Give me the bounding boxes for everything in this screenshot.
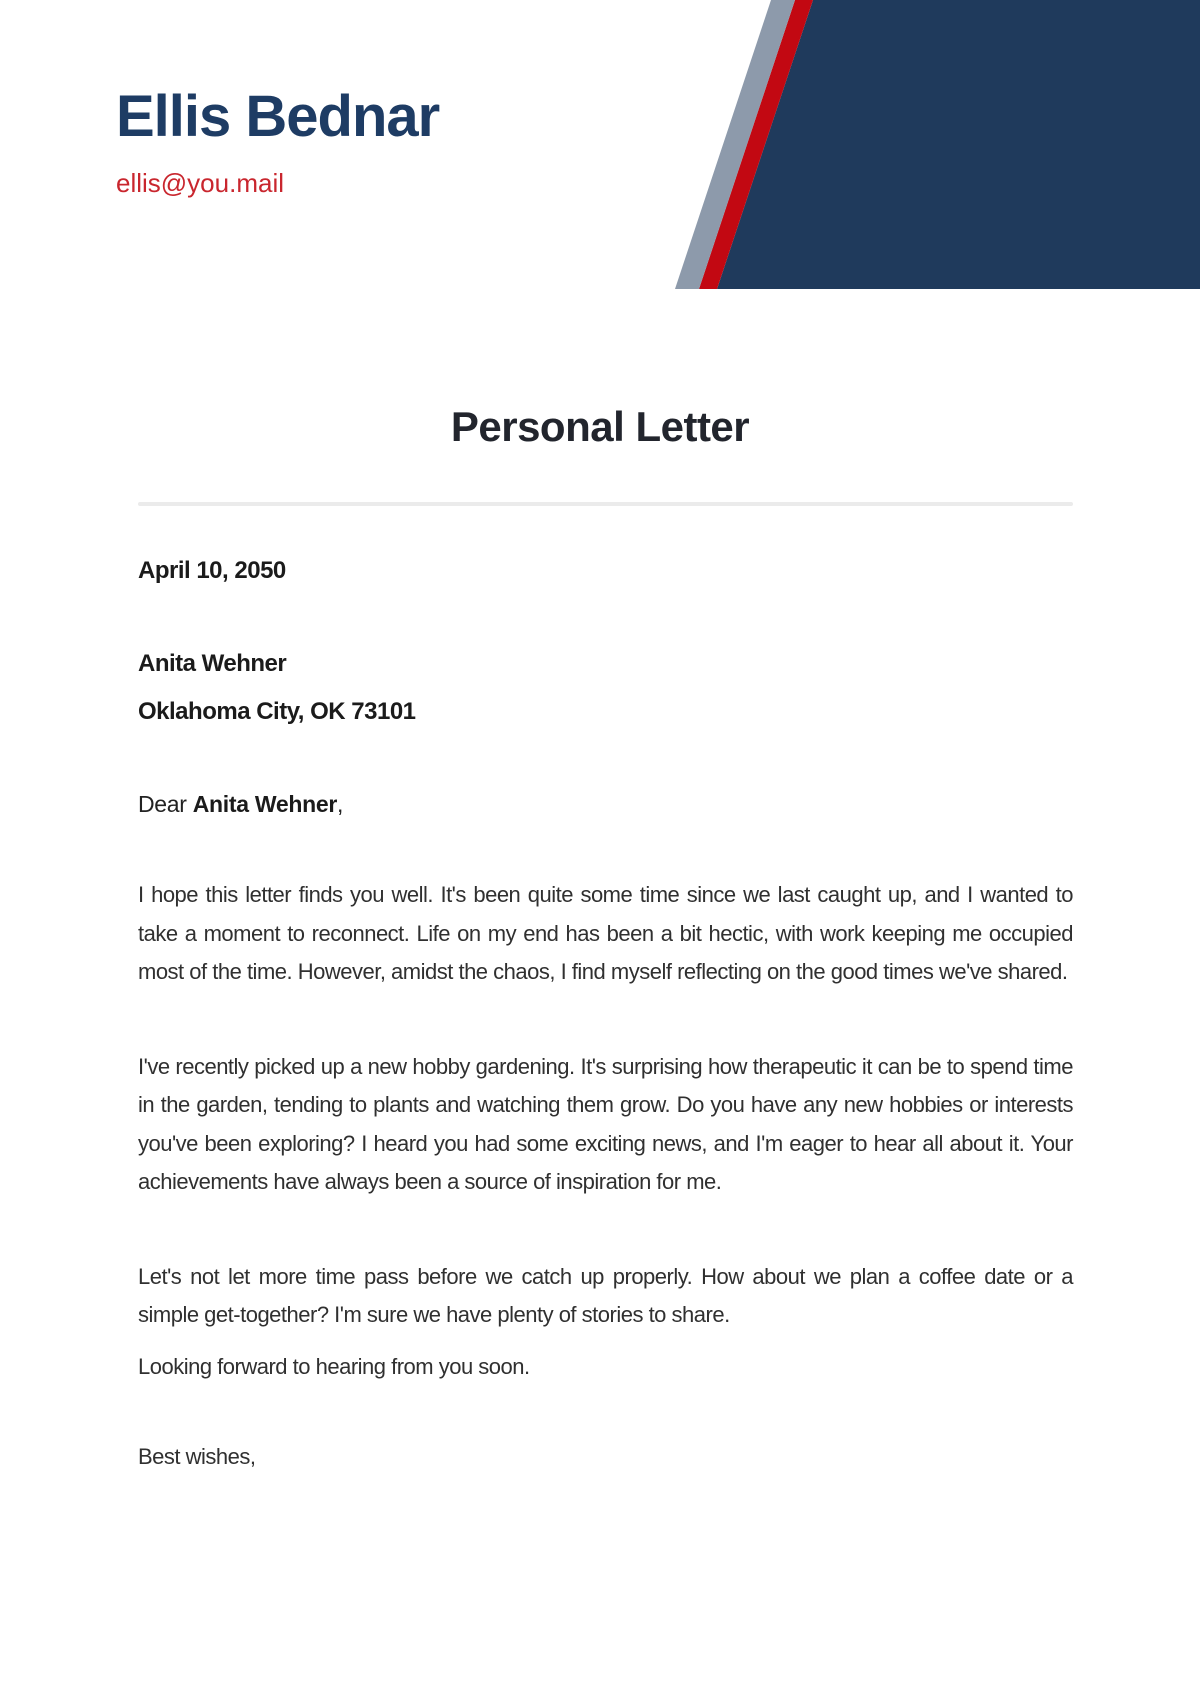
salutation-suffix: , [336, 791, 344, 817]
salutation [138, 786, 1073, 822]
letter-date: April 10, 2050 [138, 557, 286, 584]
divider-line [138, 502, 1073, 506]
sender-name: Ellis Bednar [116, 84, 440, 149]
paragraph-3: Let's not let more time pass before we catch up properly. How about we plan a coffee date or a simple get-together? I'm sure we have plenty of stories to share. [138, 1263, 1073, 1327]
sender-block [0, 0, 1200, 198]
salutation-prefix: Dear [138, 791, 193, 817]
document-title: Personal Letter [450, 403, 750, 450]
letter-body [138, 553, 1073, 1477]
paragraph-1: I hope this letter finds you well. It's been quite some time since we last caught up, and I wanted to take a moment to reconnect. Life on my end has been a bit hectic, with work keeping me occupied most of the time. However, amidst the chaos, I find myself reflecting on the good times we've shared. [138, 882, 1073, 984]
sender-email: ellis@you.mail [116, 168, 284, 198]
recipient-name: Anita Wehner [138, 650, 287, 677]
salutation-recipient-name: Anita Wehner [192, 791, 337, 817]
header [0, 0, 1200, 289]
signoff: Best wishes, [138, 1444, 256, 1469]
closing-line: Looking forward to hearing from you soon. [138, 1353, 530, 1379]
paragraph-2: I've recently picked up a new hobby gardening. It's surprising how therapeutic it can be to spend time in the garden, tending to plants and watching them grow. Do you have any new hobbies or interests you've been exploring? I heard you had some exciting news, and I'm eager to hear all about it. Your achievements have always been a source of inspiration for me. [138, 1053, 1073, 1194]
recipient-address: Oklahoma City, OK 73101 [138, 698, 416, 725]
